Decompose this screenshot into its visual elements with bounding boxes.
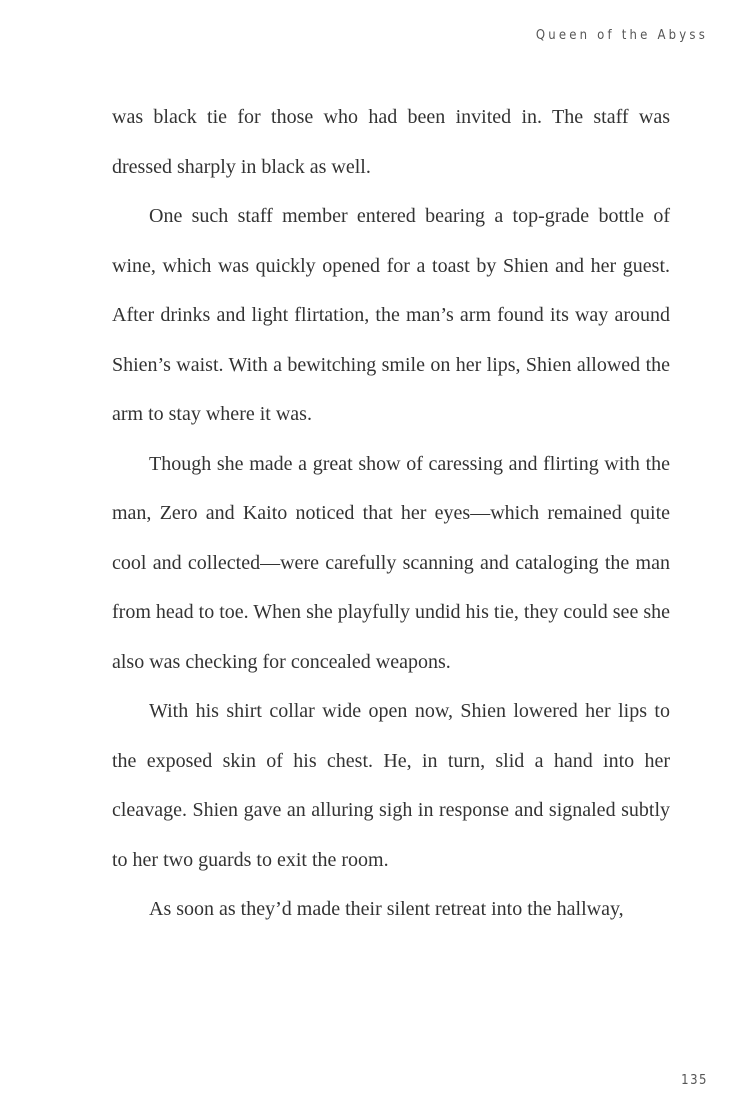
running-header-title: Queen of the Abyss <box>535 28 708 43</box>
paragraph-continuation: was black tie for those who had been invited in. The staff was dressed sharply in black as well. <box>112 106 670 178</box>
paragraph: Though she made a great show of caressing and flirting with the man, Zero and Kaito noticed that her eyes—which remained quite cool and collected—were carefully scanning and cataloging the man from head to toe. When she playfully undid his tie, they could see she also was checking for concealed weapons. <box>112 452 670 673</box>
paragraph: With his shirt collar wide open now, Shien lowered her lips to the exposed skin of his chest. He, in turn, slid a hand into her cleavage. Shien gave an alluring sigh in response and signaled subtly to her two guards to exit the room. <box>112 700 670 871</box>
paragraph: As soon as they’d made their silent retreat into the hallway, <box>149 898 624 920</box>
body-text <box>112 93 670 935</box>
paragraph: One such staff member entered bearing a top-grade bottle of wine, which was quickly opened for a toast by Shien and her guest. After drinks and light flirtation, the man’s arm found its way around Shien’s waist. With a bewitching smile on her lips, Shien allowed the arm to stay where it was. <box>112 205 670 425</box>
page-number: 135 <box>681 1073 708 1088</box>
